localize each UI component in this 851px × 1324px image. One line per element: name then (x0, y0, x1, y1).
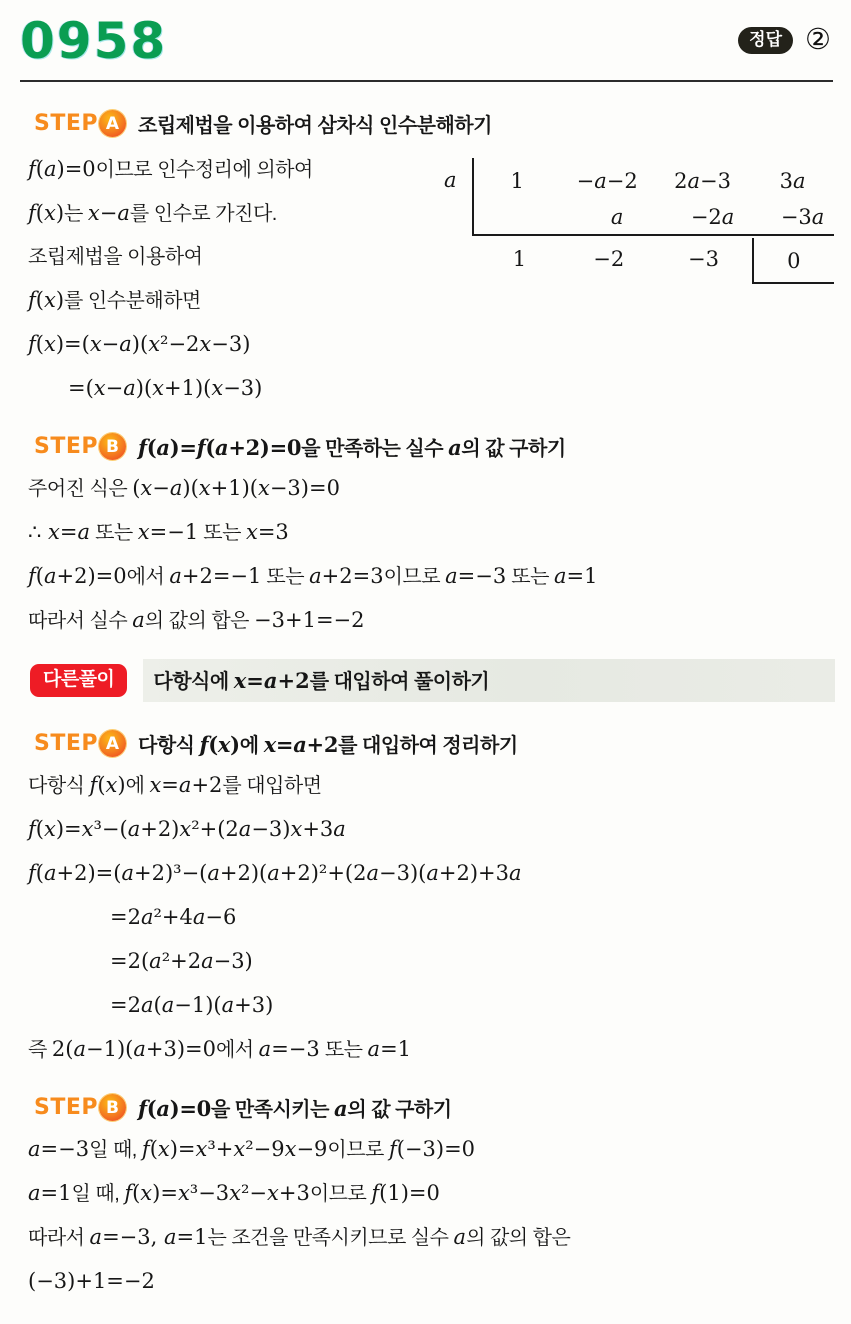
text-segment: f(x)=(x−a)(x²−2x−3) (28, 332, 251, 356)
text-segment: 또는 (506, 566, 554, 588)
step-a1-header (34, 109, 835, 138)
text-segment: a=−3 (28, 1137, 90, 1161)
text-segment: 다항식 (28, 775, 90, 797)
answer-choice: ② (805, 24, 831, 56)
text-segment: 또는 (198, 522, 246, 544)
text-segment: 이므로 (309, 1183, 372, 1205)
solution-line (28, 815, 835, 846)
text-segment: ∴ x=a (28, 520, 91, 544)
text-segment: 를 대입하여 정리하기 (338, 735, 518, 757)
synthetic-division-top (442, 158, 834, 236)
text-segment: f(−3)=0 (388, 1137, 476, 1161)
solution-line (28, 374, 436, 405)
table-cell: a (610, 205, 624, 229)
solution-line (28, 330, 436, 361)
step-b2-header (34, 1093, 835, 1122)
text-segment: (−3)+1=−2 (28, 1269, 155, 1293)
step-b2-lines (28, 1135, 835, 1298)
text-segment: f(a)=0 (28, 157, 96, 181)
synthetic-division-bottom (442, 236, 834, 284)
text-segment: 는 (64, 203, 88, 225)
text-segment: −3+1=−2 (254, 608, 365, 632)
text-segment: 다항식에 (153, 671, 234, 693)
text-segment: x=a+2 (149, 773, 223, 797)
solution-line (28, 1179, 835, 1210)
solution-line (28, 243, 436, 273)
text-segment: 의 값의 합은 (144, 610, 255, 632)
step-a1-body (28, 142, 835, 405)
text-segment: 에 (125, 775, 150, 797)
text-segment: a=−3, a=1 (89, 1225, 208, 1249)
step-word: STEP (34, 434, 99, 459)
problem-number: 0958 (20, 12, 168, 70)
alt-solution-badge: 다른풀이 (30, 664, 127, 697)
step-b2-title (138, 1093, 452, 1122)
solution-line (28, 1223, 835, 1254)
text-segment: f(a)=f(a+2)=0 (138, 435, 302, 460)
text-segment: 즉 (28, 1039, 52, 1061)
solution-line (28, 859, 835, 890)
text-segment: f(x) (199, 732, 240, 757)
step-b1-header (34, 432, 835, 461)
answer-area (738, 26, 831, 55)
text-segment: x−a (87, 201, 130, 225)
solution-line (28, 771, 835, 802)
header-divider (20, 80, 833, 82)
synthetic-division-columns (474, 158, 834, 236)
table-cell: −2 (593, 247, 625, 271)
text-segment: (x−a)(x+1)(x−3)=0 (132, 476, 340, 500)
step-a-letter-badge: A (99, 110, 126, 137)
text-segment: x=a+2 (263, 732, 339, 757)
table-spacer (442, 236, 477, 284)
text-segment: a=1 (367, 1037, 412, 1061)
text-segment: f(1)=0 (371, 1181, 440, 1205)
text-segment: 다항식 (138, 735, 200, 757)
text-segment: a=1 (28, 1181, 72, 1205)
solution-line (28, 199, 436, 230)
text-segment: f(a+2)=0 (28, 564, 127, 588)
text-segment: 주어진 식은 (28, 478, 133, 500)
step-b1-title (138, 432, 566, 461)
text-segment: f(x) (28, 201, 65, 225)
solution-line (28, 1135, 835, 1166)
text-segment: f(a)=0 (138, 1096, 211, 1121)
text-segment: =(x−a)(x+1)(x−3) (68, 376, 263, 400)
text-segment: =2a(a−1)(a+3) (110, 993, 274, 1017)
text-segment: 또는 (90, 522, 138, 544)
text-segment: a+2=3 (309, 564, 384, 588)
text-segment: =2(a²+2a−3) (110, 949, 253, 973)
table-cell: 1 (512, 247, 527, 271)
step-a2-header (34, 729, 835, 758)
text-segment: a (334, 1096, 348, 1121)
text-segment: 를 대입하여 풀이하기 (309, 671, 490, 693)
text-segment: a (132, 608, 145, 632)
text-segment: f(x) (89, 773, 126, 797)
step-word: STEP (34, 111, 99, 136)
step-a1-title (138, 109, 492, 138)
table-cell: 2a−3 (674, 169, 732, 193)
answer-badge: 정답 (738, 27, 793, 54)
table-cell: −3a (780, 205, 825, 229)
table-cell: −3 (688, 247, 719, 271)
text-segment: x=3 (245, 520, 289, 544)
text-segment: f(x)=x³+x²−9x−9 (141, 1137, 328, 1161)
text-segment: a (448, 435, 462, 460)
text-segment: 의 값 구하기 (461, 438, 566, 460)
text-segment: =2a²+4a−6 (110, 905, 237, 929)
table-cell: −a−2 (576, 169, 638, 193)
remainder-cell: 0 (752, 238, 834, 284)
solution-line (28, 286, 436, 317)
solution-line (28, 991, 835, 1022)
text-segment: 을 만족시키는 (210, 1099, 334, 1121)
text-segment: f(x)=x³−(a+2)x²+(2a−3)x+3a (28, 817, 346, 841)
solution-line (28, 562, 835, 593)
step-a2-lines (28, 771, 835, 1066)
alt-solution-band (143, 659, 835, 702)
text-segment: 따라서 실수 (28, 610, 133, 632)
text-segment: 를 인수분해하면 (64, 290, 201, 312)
text-segment: 의 값의 합은 (466, 1227, 571, 1249)
text-segment: 일 때, (71, 1183, 125, 1205)
text-segment: 또는 (319, 1039, 368, 1061)
text-segment: 조립제법을 이용하여 (28, 246, 203, 268)
synthetic-division-divisor: a (442, 158, 474, 236)
step-b-letter-badge: B (99, 1094, 126, 1121)
text-segment: 2(a−1)(a+3)=0 (51, 1037, 216, 1061)
text-segment: 를 인수로 가진다. (129, 203, 277, 225)
solution-line (28, 518, 835, 549)
text-segment: a=1 (553, 564, 598, 588)
text-segment: 일 때, (89, 1139, 142, 1161)
products-row (484, 194, 844, 230)
text-segment: 조립제법을 이용하여 삼차식 인수분해하기 (138, 115, 492, 137)
text-segment: 에서 (126, 566, 170, 588)
page-header (20, 12, 835, 70)
step-b-letter-badge: B (99, 433, 126, 460)
table-cell: −2a (690, 205, 735, 229)
table-cell: 3a (779, 169, 806, 193)
result-row (477, 236, 835, 284)
step-b1-lines (28, 474, 835, 637)
text-segment: a=−3 (258, 1037, 320, 1061)
coefficients-row (474, 158, 834, 194)
solution-line (28, 606, 835, 637)
text-segment: 또는 (261, 566, 310, 588)
solution-line (28, 1035, 835, 1066)
table-cell (484, 194, 570, 230)
text-segment: 이므로 (383, 566, 446, 588)
table-cell: 1 (510, 169, 524, 193)
step-word: STEP (34, 731, 99, 756)
text-segment: 따라서 (28, 1227, 90, 1249)
text-segment: 를 대입하면 (222, 775, 322, 797)
solution-line (28, 155, 436, 186)
text-segment: f(x)=x³−3x²−x+3 (124, 1181, 310, 1205)
synthetic-division-table (442, 158, 834, 405)
alt-solution-title (153, 668, 490, 693)
text-segment: 을 만족하는 실수 (301, 438, 449, 460)
text-segment: 의 값 구하기 (347, 1099, 452, 1121)
text-segment: a+2=−1 (169, 564, 262, 588)
text-segment: a=−3 (445, 564, 507, 588)
step-word: STEP (34, 1095, 99, 1120)
text-segment: 는 조건을 만족시키므로 실수 (207, 1227, 454, 1249)
text-segment: 이므로 (327, 1139, 389, 1161)
alt-solution-row (30, 659, 835, 702)
solution-line (28, 1267, 835, 1298)
text-segment: 에 (239, 735, 264, 757)
text-segment: f(a+2)=(a+2)³−(a+2)(a+2)²+(2a−3)(a+2)+3a (28, 861, 522, 885)
text-segment: x=a+2 (233, 668, 310, 693)
text-segment: 에서 (215, 1039, 259, 1061)
step-a-letter-badge: A (99, 730, 126, 757)
step-a2-title (138, 729, 518, 758)
text-segment: x=−1 (137, 520, 199, 544)
solution-line (28, 474, 835, 505)
text-segment: a (453, 1225, 467, 1249)
text-segment: f(x) (28, 288, 65, 312)
solution-line (28, 903, 835, 934)
step-a1-lines (28, 142, 436, 405)
text-segment: 이므로 인수정리에 의하여 (95, 159, 313, 181)
solution-line (28, 947, 835, 978)
